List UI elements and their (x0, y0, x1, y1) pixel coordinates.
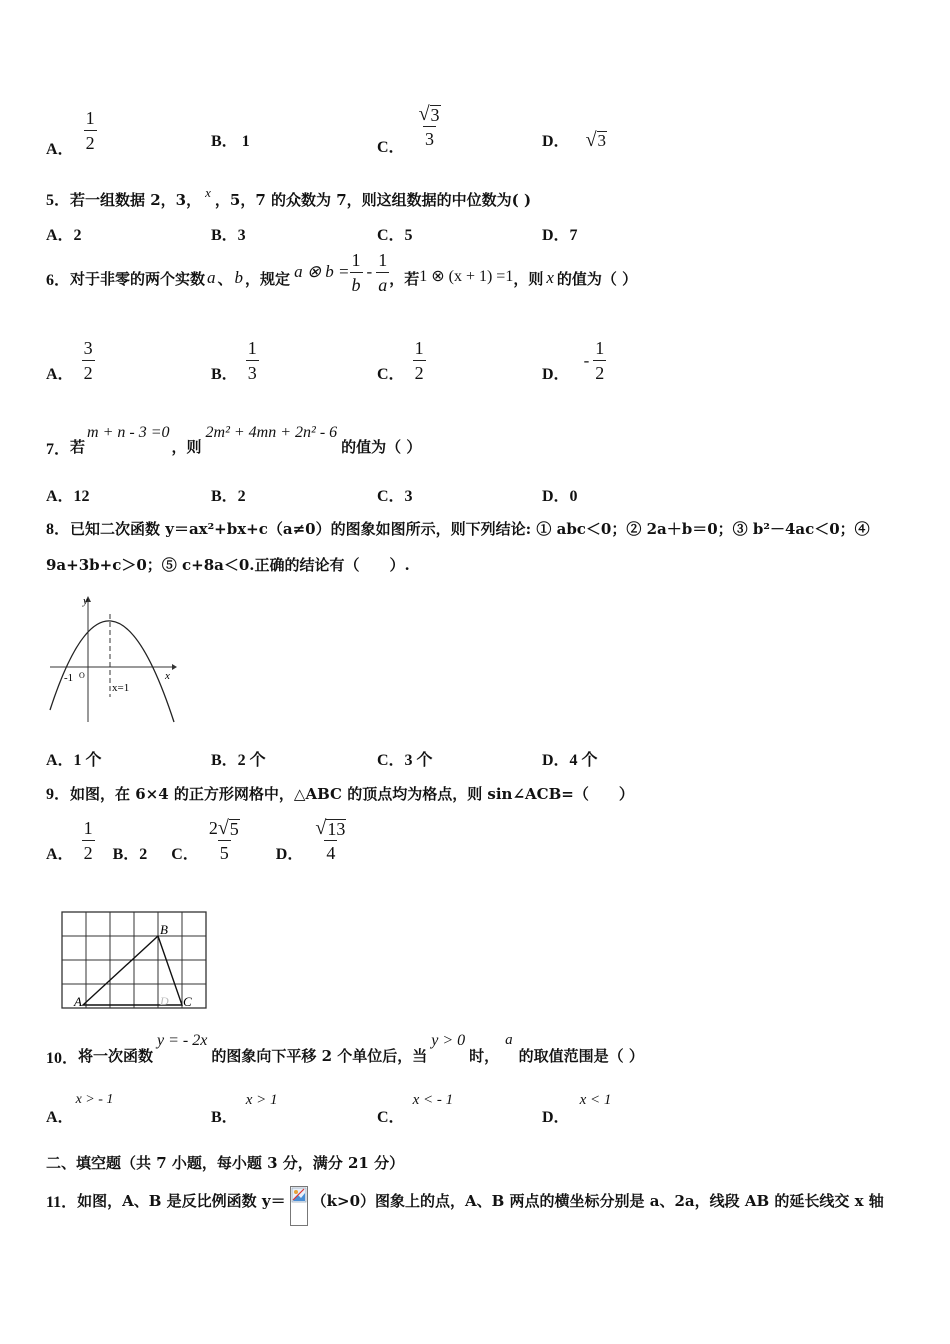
condition-formula: 1 ⊗ (x + 1) =1 (419, 268, 514, 285)
triangle-grid-figure (58, 908, 218, 1012)
numerator: 1 (351, 249, 361, 270)
function-formula: y = - 2x (157, 1032, 208, 1049)
y-label: y (83, 595, 88, 607)
question-9 (46, 781, 634, 804)
question-text: 、 (217, 269, 233, 288)
q4-option-c (377, 103, 443, 157)
question-7 (46, 424, 421, 459)
q6-option-c (377, 338, 426, 383)
question-number: 9． (46, 786, 71, 803)
question-number: 8． (46, 521, 71, 538)
radical-sign: √ (217, 817, 229, 839)
math-variable: x (546, 268, 554, 287)
question-text: 若一组数据 2，3， (70, 191, 202, 209)
fraction (313, 818, 348, 863)
q10-option-a (46, 1092, 113, 1127)
q10-option-d (542, 1092, 611, 1127)
option-label: D． (542, 366, 570, 383)
q7-option-b: B．2 (211, 488, 246, 505)
q5-option-b: B．3 (211, 227, 246, 244)
question-text: 的图象向下平移 2 个单位后，当 (211, 1047, 428, 1065)
numerator (207, 818, 242, 840)
radicand: 13 (327, 819, 346, 839)
condition-formula: m + n - 3 =0 (87, 424, 170, 441)
question-6 (46, 249, 638, 302)
option-label: D． (275, 846, 304, 863)
question-text: ，则 (513, 269, 544, 288)
fraction (246, 338, 259, 383)
option-label: A． (46, 1109, 74, 1126)
fraction (82, 818, 95, 863)
question-text: ，5，7 的众数为 7，则这组数据的中位数为( ) (214, 191, 532, 209)
numerator: 1 (378, 249, 388, 270)
option-label: B． (211, 1109, 238, 1126)
coefficient: 2 (208, 818, 218, 838)
x-axis-arrow (172, 664, 177, 670)
numerator: 1 (247, 338, 257, 358)
question-8-line-2: 9a+3b+c＞0；⑤ c+8a＜0.正确的结论有（ ）. (46, 556, 410, 574)
question-text: 时， (469, 1047, 500, 1065)
broken-image-icon (290, 1186, 308, 1226)
fraction (84, 108, 97, 153)
numerator (313, 818, 348, 840)
fraction (593, 338, 606, 383)
question-text: ，若 (389, 269, 420, 288)
option-b: B．2 (112, 846, 148, 863)
fraction (417, 104, 443, 149)
question-text: 将一次函数 (78, 1047, 154, 1065)
q8-option-a: A．1 个 (46, 752, 102, 769)
denominator: 4 (324, 840, 337, 863)
option-label: D． (542, 133, 570, 150)
question-text: （k>0）图象上的点，A、B 两点的横坐标分别是 a、2a，线段 AB 的延长线交 x 轴 (311, 1191, 884, 1210)
question-text: 如图，A、B 是反比例函数 y＝ (77, 1191, 286, 1210)
question-text: 对于非零的两个实数 (70, 269, 206, 288)
minus-sign: - (583, 350, 590, 370)
point-d-label: D (160, 994, 169, 1008)
option-label: C． (377, 366, 405, 383)
question-number: 10． (46, 1050, 79, 1067)
q7-option-a: A．12 (46, 488, 90, 505)
q6-option-b (211, 338, 259, 383)
section-2-title: 二、填空题（共 7 小题，每小题 3 分，满分 21 分） (46, 1154, 405, 1172)
option-expression: x < 1 (579, 1092, 612, 1108)
q4-option-d (542, 128, 607, 151)
q6-option-a (46, 338, 95, 383)
radicand: 3 (597, 131, 607, 150)
denominator: 3 (246, 360, 259, 383)
math-variable: b (234, 268, 244, 287)
q4-option-a (46, 108, 97, 159)
denominator: 2 (82, 360, 95, 383)
option-label: C． (377, 139, 405, 157)
parabola-graph (46, 592, 181, 727)
numerator: 3 (83, 338, 93, 358)
q7-option-c: C．3 (377, 488, 413, 505)
math-variable: a (207, 268, 216, 287)
option-label: B． (211, 133, 238, 150)
question-text: 的值为（ ） (341, 438, 422, 456)
q5-option-c: C．5 (377, 227, 413, 244)
expression-formula: 2m² + 4mn + 2n² - 6 (205, 424, 338, 441)
numerator (417, 104, 443, 126)
q8-option-d: D．4 个 (542, 752, 598, 769)
numerator: 1 (414, 338, 424, 358)
minus-sign: - (366, 262, 373, 281)
minus-one-label: -1 (64, 672, 74, 684)
fraction (376, 250, 389, 295)
question-5 (46, 187, 531, 210)
q7-option-d: D．0 (542, 488, 578, 505)
q4-option-b (211, 128, 250, 151)
vertex-b-label: B (160, 922, 168, 937)
math-variable: a (505, 1032, 513, 1048)
origin-label: O (79, 671, 85, 680)
question-text: 的取值范围是（ ） (518, 1047, 644, 1065)
denominator: 5 (218, 840, 231, 863)
fraction (413, 338, 426, 383)
x-label: x (165, 670, 170, 682)
q10-option-b (211, 1092, 277, 1127)
option-label: C． (377, 1109, 405, 1126)
question-10 (46, 1032, 644, 1068)
question-text: 如图，在 6×4 的正方形网格中，△ABC 的顶点均为格点，则 sin∠ACB=（ ） (70, 785, 634, 803)
question-text: 的值为（ ） (556, 269, 638, 288)
numerator: 1 (83, 818, 93, 838)
question-11 (46, 1180, 884, 1220)
q8-option-c: C．3 个 (377, 752, 433, 769)
vertex-a-label: A (74, 994, 82, 1009)
question-text: 已知二次函数 y＝ax²+bx+c（a≠0）的图象如图所示，则下列结论: ① abc＜0；② 2a＋b＝0；③ b²－4ac＜0；④ (70, 520, 870, 538)
radicand: 3 (430, 105, 440, 125)
option-label: C． (171, 846, 199, 863)
denominator: 3 (423, 126, 436, 149)
question-number: 6． (46, 271, 71, 289)
option-label: D． (542, 1109, 570, 1126)
image-placeholder-icon (291, 1187, 307, 1203)
fraction (82, 338, 95, 383)
question-number: 5． (46, 192, 71, 209)
option-value: 1 (241, 133, 250, 150)
vertex-c-label: C (183, 994, 192, 1009)
fraction (207, 818, 242, 863)
math-variable: x (205, 185, 211, 200)
option-label: A． (46, 366, 74, 383)
denominator: 2 (593, 360, 606, 383)
denominator: b (350, 272, 363, 295)
radical-sign: √ (585, 129, 597, 151)
q5-option-a: A．2 (46, 227, 82, 244)
radical-sign: √ (418, 103, 430, 125)
radicand: 5 (229, 819, 239, 839)
question-text: ，则 (171, 438, 202, 456)
option-label: A． (46, 846, 74, 863)
option-label: A． (46, 141, 74, 159)
axis-label: x=1 (112, 682, 130, 694)
question-text: ，规定 (245, 269, 291, 288)
q9-options (46, 818, 348, 863)
denominator: 2 (82, 840, 95, 863)
denominator: 2 (413, 360, 426, 383)
denominator: a (376, 272, 389, 295)
denominator: 2 (84, 130, 97, 153)
q10-option-c (377, 1092, 453, 1127)
formula-lhs: a ⊗ b = (294, 262, 350, 281)
condition-formula: y > 0 (431, 1032, 466, 1049)
option-expression: x > 1 (245, 1092, 278, 1108)
question-number: 11． (46, 1193, 78, 1211)
option-expression: x > - 1 (75, 1092, 114, 1107)
q8-option-b: B．2 个 (211, 752, 266, 769)
question-number: 7． (46, 441, 71, 458)
definition-formula (294, 250, 389, 295)
option-label: B． (211, 366, 238, 383)
q5-option-d: D．7 (542, 227, 578, 244)
option-expression: x < - 1 (412, 1092, 454, 1108)
question-text: 若 (70, 438, 86, 456)
numerator: 1 (595, 338, 605, 358)
q6-option-d (542, 338, 606, 383)
question-8-line-1 (46, 516, 870, 539)
radical-sign: √ (315, 817, 327, 839)
numerator: 1 (85, 108, 95, 128)
fraction (350, 250, 363, 295)
sqrt-expression (586, 130, 607, 150)
